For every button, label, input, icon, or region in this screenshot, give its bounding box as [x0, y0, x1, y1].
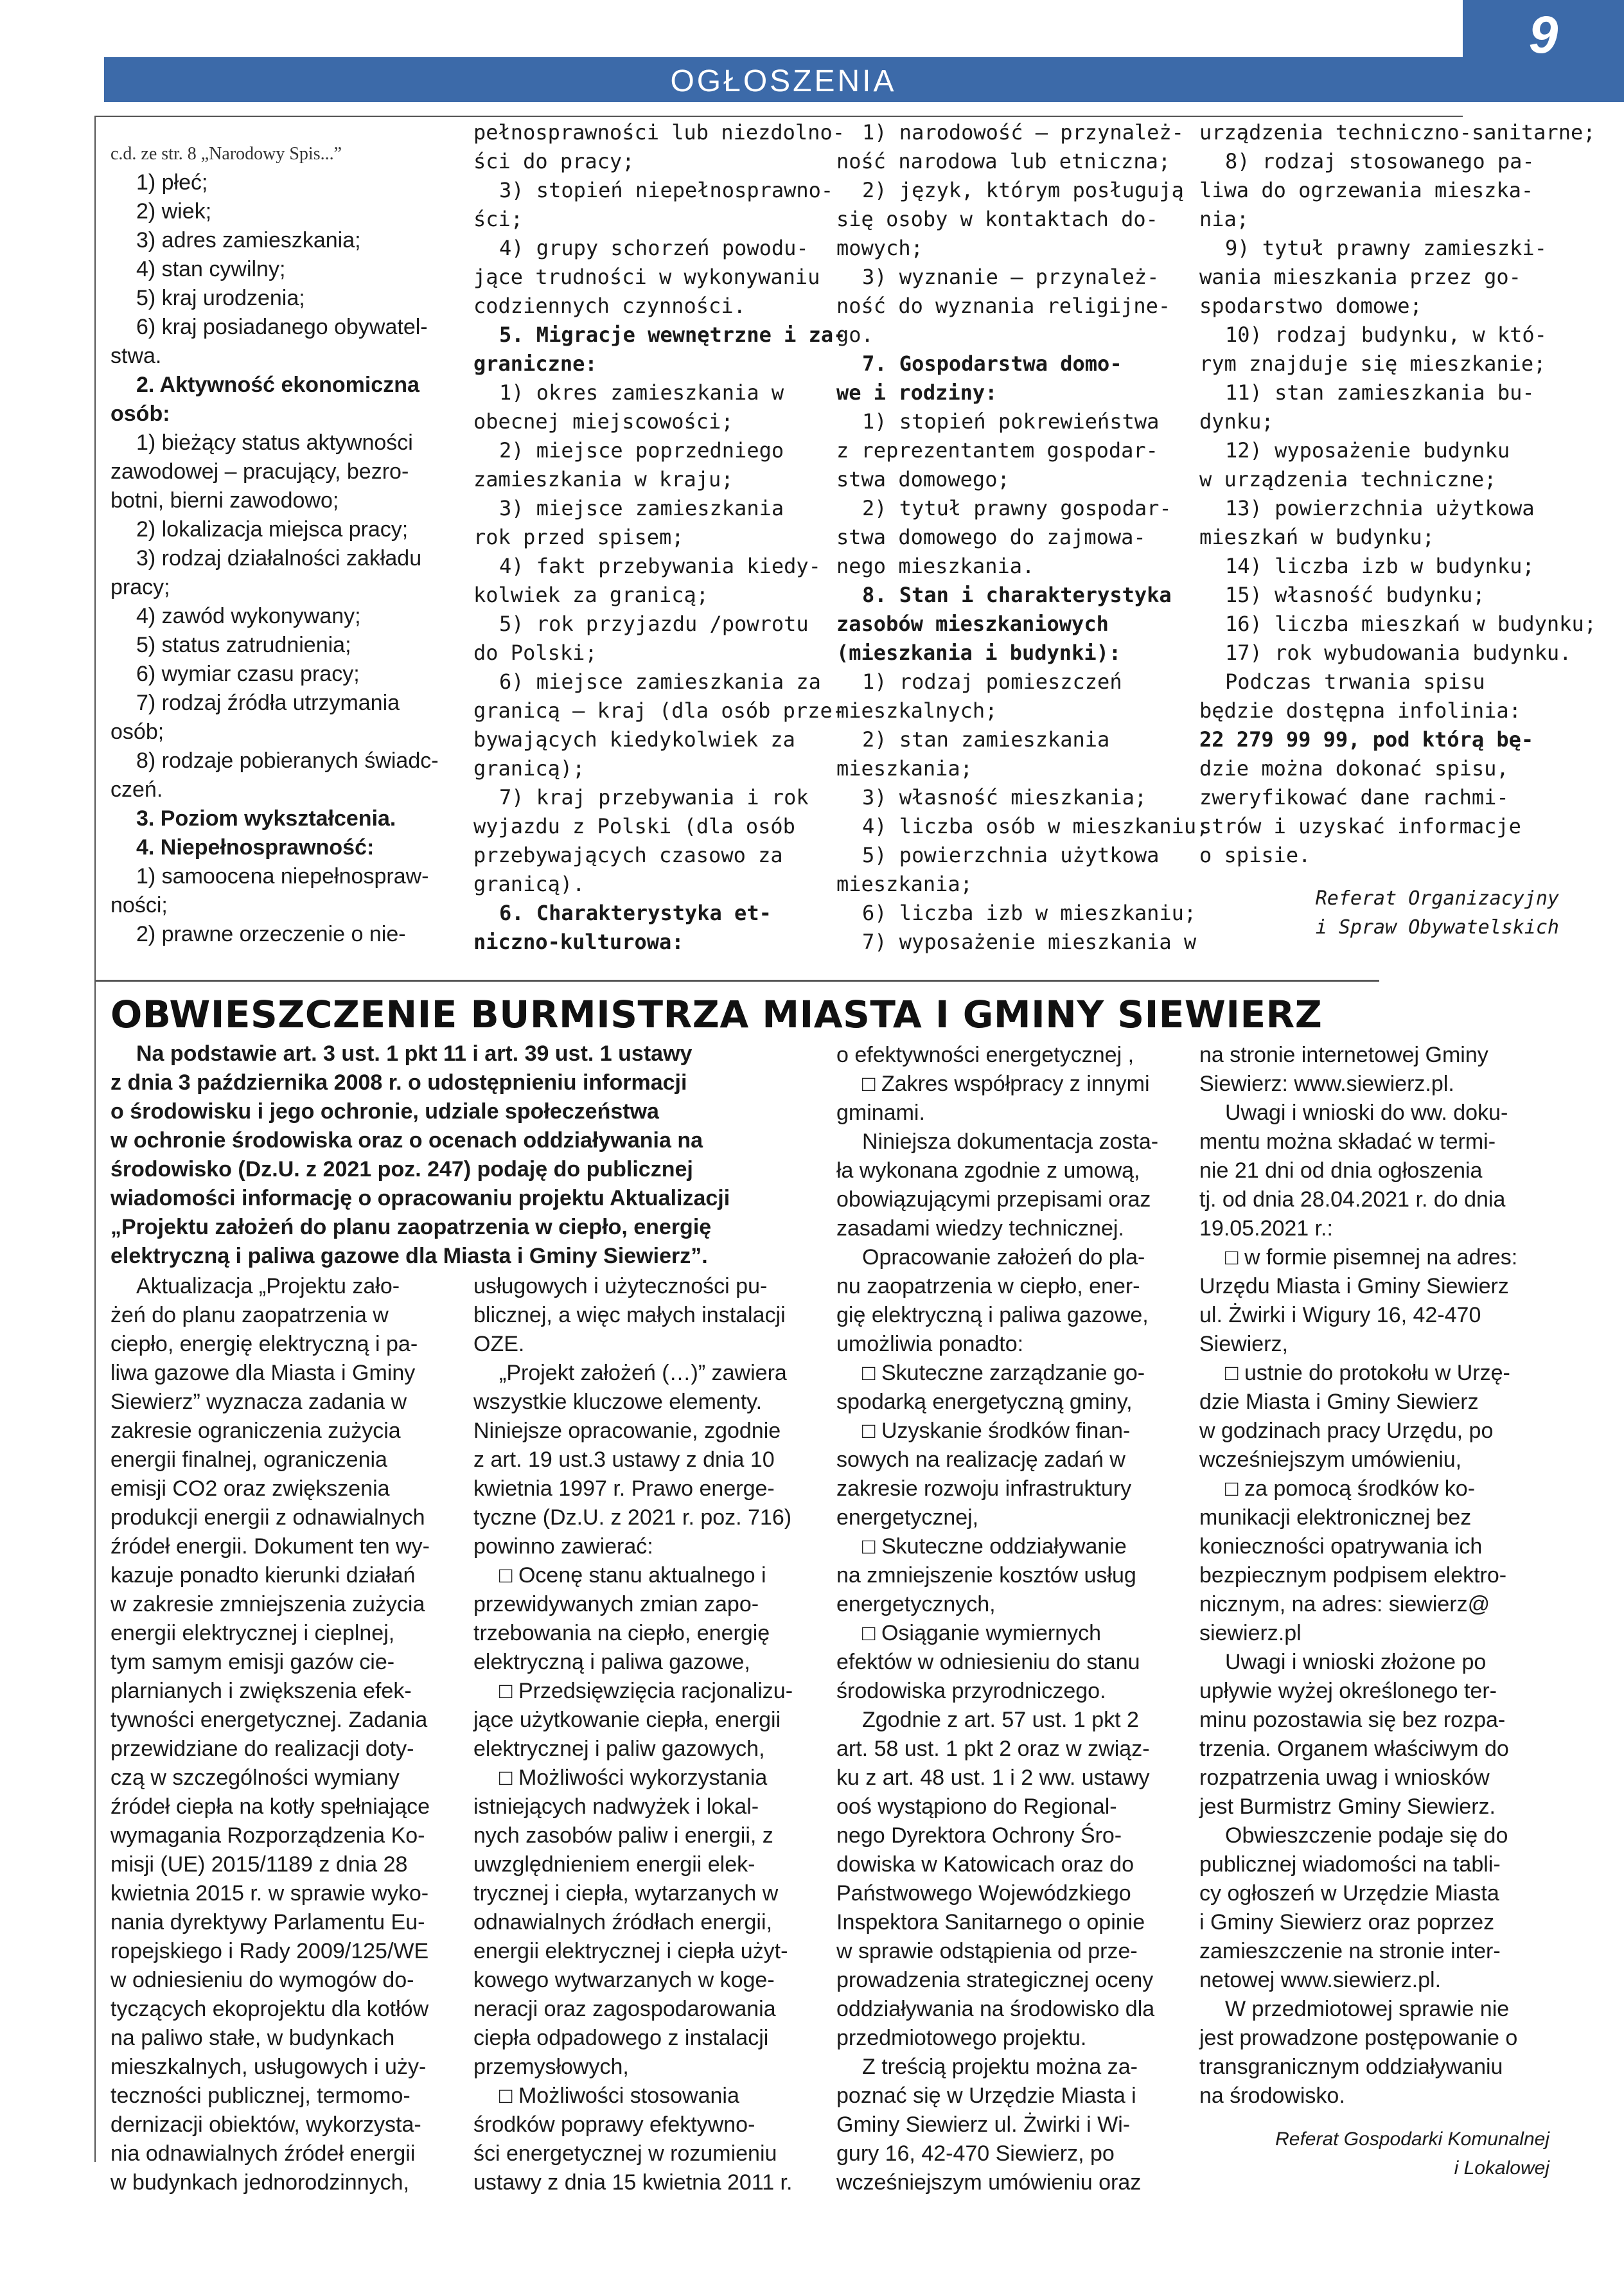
- text-line: 6) wymiar czasu pracy;: [136, 662, 360, 686]
- text-line: art. 58 ust. 1 pkt 2 oraz w związ-: [836, 1737, 1150, 1761]
- text-line: mieszkalnych;: [836, 698, 998, 723]
- text-line: nicznym, na adres: siewierz@: [1199, 1592, 1490, 1616]
- text-line: 11) stan zamieszkania bu-: [1225, 380, 1535, 405]
- text-line: Siewierz: www.siewierz.pl.: [1199, 1072, 1454, 1096]
- text-line: produkcji energii z odnawialnych: [110, 1505, 425, 1530]
- text-line: 1) okres zamieszkania w: [499, 380, 784, 405]
- text-line: Siewierz” wyznacza zadania w: [110, 1390, 407, 1414]
- text-line: mowych;: [836, 236, 923, 260]
- text-line: elektryczną i paliwa gazowe,: [473, 1650, 750, 1674]
- text-line: granicą);: [473, 756, 585, 781]
- text-line: mieszkania;: [836, 872, 973, 896]
- text-line: 6) kraj posiadanego obywatel-: [136, 315, 428, 339]
- text-line: siewierz.pl: [1199, 1621, 1302, 1645]
- text-line: czą w szczególności wymiany: [110, 1766, 400, 1790]
- text-line: codziennych czynności.: [473, 294, 746, 318]
- text-line: źródeł ciepła na kotły spełniające: [110, 1794, 430, 1819]
- text-line: nia odnawialnych źródeł energii: [110, 2141, 416, 2166]
- text-line: 13) powierzchnia użytkowa: [1225, 496, 1535, 520]
- text-line: 7) kraj przebywania i rok: [499, 785, 809, 810]
- lead-line: w ochronie środowiska oraz o ocenach oddziaływania na: [110, 1128, 703, 1153]
- text-line: gię elektryczną i paliwa gazowe,: [836, 1303, 1149, 1327]
- text-line: Aktualizacja „Projektu zało-: [136, 1274, 400, 1298]
- lead-line: środowisko (Dz.U. z 2021 poz. 247) podaję do publicznej: [110, 1157, 693, 1182]
- text-line: 1) samoocena niepełnospraw-: [136, 864, 429, 889]
- lead-line: o środowisku i jego ochronie, udziale społeczeństwa: [110, 1099, 659, 1124]
- text-line: czeń.: [110, 777, 163, 802]
- lead-line: elektryczną i paliwa gazowe dla Miasta i Gminy Siewierz”.: [110, 1244, 708, 1268]
- text-line: ciepło, energię elektryczną i pa-: [110, 1332, 418, 1356]
- text-line: 2. Aktywność ekonomiczna: [136, 373, 419, 397]
- text-line: plarnianych i zwiększenia efek-: [110, 1679, 412, 1703]
- census-column-1: [110, 168, 454, 971]
- text-line: 7. Gospodarstwa domo-: [862, 351, 1122, 376]
- text-line: mieszkalnych, usługowych i uży-: [110, 2055, 427, 2079]
- text-line: Urzędu Miasta i Gminy Siewierz: [1199, 1274, 1509, 1298]
- text-line: stwa domowego do zajmowa-: [836, 525, 1146, 549]
- text-line: obowiązującymi przepisami oraz: [836, 1187, 1151, 1212]
- text-line: przedmiotowego projektu.: [836, 2026, 1087, 2050]
- text-line: 1) płeć;: [136, 170, 208, 195]
- text-line: przemysłowych,: [473, 2055, 629, 2079]
- text-line: 2) lokalizacja miejsca pracy;: [136, 517, 409, 542]
- text-line: oddziaływania na środowisko dla: [836, 1997, 1155, 2021]
- text-line: dowiska w Katowicach oraz do: [836, 1852, 1134, 1877]
- text-line: wania mieszkania przez go-: [1199, 265, 1521, 289]
- text-line: 4) zawód wykonywany;: [136, 604, 361, 628]
- text-line: „Projekt założeń (…)” zawiera: [499, 1361, 787, 1385]
- text-line: W przedmiotowej sprawie nie: [1225, 1997, 1510, 2021]
- text-line: żeń do planu zaopatrzenia w: [110, 1303, 389, 1327]
- text-line: liwa gazowe dla Miasta i Gminy: [110, 1361, 416, 1385]
- text-line: ści;: [473, 207, 524, 231]
- text-line: nego mieszkania.: [836, 554, 1035, 578]
- text-line: zakresie ograniczenia zużycia: [110, 1419, 401, 1443]
- text-line: na paliwo stałe, w budynkach: [110, 2026, 395, 2050]
- text-line: ści energetycznej w rozumieniu: [473, 2141, 777, 2166]
- text-line: z art. 19 ust.3 ustawy z dnia 10: [473, 1447, 775, 1472]
- text-line: kolwiek za granicą;: [473, 583, 709, 607]
- lead-line: z dnia 3 października 2008 r. o udostępnieniu informacji: [110, 1070, 687, 1095]
- text-line: ności;: [110, 893, 168, 917]
- notice-title: OBWIESZCZENIE BURMISTRZA MIASTA I GMINY SIEWIERZ: [110, 993, 1323, 1036]
- text-line: Obwieszczenie podaje się do: [1225, 1823, 1508, 1848]
- text-line: gminami.: [836, 1101, 925, 1125]
- text-line: spodarką energetyczną gminy,: [836, 1390, 1133, 1414]
- text-line: zweryfikować dane rachmi-: [1199, 785, 1509, 810]
- text-line: elektrycznej i paliw gazowych,: [473, 1737, 765, 1761]
- text-line: granicą – kraj (dla osób prze-: [473, 698, 845, 723]
- text-line: nania dyrektywy Parlamentu Eu-: [110, 1910, 425, 1934]
- text-line: □ Przedsięwzięcia racjonalizu-: [499, 1679, 793, 1703]
- text-line: obecnej miejscowości;: [473, 409, 734, 434]
- text-line: gury 16, 42-470 Siewierz, po: [836, 2141, 1115, 2166]
- text-line: 4. Niepełnosprawność:: [136, 835, 375, 860]
- text-line: Inspektora Sanitarnego o opinie: [836, 1910, 1145, 1934]
- text-line: nie 21 dni od dnia ogłoszenia: [1199, 1158, 1483, 1183]
- text-line: 4) liczba osób w mieszkaniu;: [862, 814, 1209, 838]
- text-line: dernizacji obiektów, wykorzysta-: [110, 2112, 421, 2137]
- signature-line: Referat Organizacyjny: [1315, 887, 1559, 910]
- text-line: □ Osiąganie wymiernych: [862, 1621, 1102, 1645]
- text-line: konieczności opatrywania ich: [1199, 1534, 1483, 1559]
- text-line: środowiska przyrodniczego.: [836, 1679, 1106, 1703]
- text-line: we i rodziny:: [836, 380, 998, 405]
- text-line: ciepła odpadowego z instalacji: [473, 2026, 769, 2050]
- text-line: jące użytkowanie ciepła, energii: [473, 1708, 781, 1732]
- text-line: 6) miejsce zamieszkania za: [499, 669, 821, 694]
- text-line: uwzględnieniem energii elek-: [473, 1852, 755, 1877]
- text-line: tyczne (Dz.U. z 2021 r. poz. 716): [473, 1505, 792, 1530]
- text-line: przewidziane do realizacji doty-: [110, 1737, 414, 1761]
- text-line: 4) grupy schorzeń powodu-: [499, 236, 809, 260]
- top-rule: [94, 116, 1463, 117]
- text-line: 7) wyposażenie mieszkania w: [862, 930, 1197, 954]
- text-line: z reprezentantem gospodar-: [836, 438, 1158, 463]
- signature-line: i Lokalowej: [1454, 2157, 1549, 2179]
- page-number: 9: [1528, 6, 1558, 64]
- text-line: stwa.: [110, 344, 162, 368]
- text-line: dzie Miasta i Gminy Siewierz: [1199, 1390, 1479, 1414]
- text-line: 8. Stan i charakterystyka: [862, 583, 1172, 607]
- text-line: się osoby w kontaktach do-: [836, 207, 1158, 231]
- lead-line: „Projektu założeń do planu zaopatrzenia w ciepło, energię: [110, 1215, 712, 1239]
- section-title: OGŁOSZENIA: [670, 64, 897, 98]
- text-line: 1) stopień pokrewieństwa: [862, 409, 1160, 434]
- text-line: energetycznych,: [836, 1592, 996, 1616]
- text-line: osób:: [110, 402, 170, 426]
- text-line: pracy;: [110, 575, 170, 599]
- text-line: □ Możliwości wykorzystania: [499, 1766, 768, 1790]
- text-line: 1) narodowość – przynależ-: [862, 120, 1184, 145]
- signature-line: Referat Gospodarki Komunalnej: [1275, 2129, 1549, 2150]
- census-column-3: [836, 118, 1209, 973]
- text-line: istniejących nadwyżek i lokal-: [473, 1794, 759, 1819]
- text-line: ustawy z dnia 15 kwietnia 2011 r.: [473, 2170, 793, 2195]
- text-line: na środowisko.: [1199, 2084, 1345, 2108]
- text-line: będzie dostępna infolinia:: [1199, 698, 1521, 723]
- text-line: minu pozostawia się bez rozpa-: [1199, 1708, 1506, 1732]
- text-line: dynku;: [1199, 409, 1274, 434]
- text-line: 4) fakt przebywania kiedy-: [499, 554, 821, 578]
- text-line: 6. Charakterystyka et-: [499, 901, 772, 925]
- text-line: 2) wiek;: [136, 199, 212, 224]
- text-line: □ Możliwości stosowania: [499, 2084, 739, 2108]
- text-line: wyjazdu z Polski (dla osób: [473, 814, 795, 838]
- text-line: dzie można dokonać spisu,: [1199, 756, 1509, 781]
- text-line: 7) rodzaj źródła utrzymania: [136, 691, 400, 715]
- text-line: w odniesieniu do wymogów do-: [110, 1968, 414, 1992]
- text-line: Niniejsze opracowanie, zgodnie: [473, 1419, 781, 1443]
- text-line: mieszkań w budynku;: [1199, 525, 1435, 549]
- text-line: emisji CO2 oraz zwiększenia: [110, 1476, 390, 1501]
- text-line: kwietnia 1997 r. Prawo energe-: [473, 1476, 775, 1501]
- continuation-note: c.d. ze str. 8 „Narodowy Spis...”: [110, 144, 342, 164]
- text-line: wymagania Rozporządzenia Ko-: [110, 1823, 425, 1848]
- text-line: nego Dyrektora Ochrony Śro-: [836, 1823, 1122, 1848]
- text-line: 2) miejsce poprzedniego: [499, 438, 784, 463]
- text-line: tym samym emisji gazów cie-: [110, 1650, 395, 1674]
- section-divider: [94, 980, 1379, 982]
- text-line: 2) prawne orzeczenie o nie-: [136, 922, 406, 946]
- census-column-2: [473, 118, 846, 973]
- text-line: prowadzenia strategicznej oceny: [836, 1968, 1154, 1992]
- text-line: niczno-kulturowa:: [473, 930, 684, 954]
- text-line: ul. Żwirki i Wigury 16, 42-470: [1199, 1303, 1481, 1327]
- text-line: 5) status zatrudnienia;: [136, 633, 351, 657]
- text-line: 22 279 99 99, pod którą bę-: [1199, 727, 1534, 752]
- text-line: ła wykonana zgodnie z umową,: [836, 1158, 1140, 1183]
- text-line: jące trudności w wykonywaniu: [473, 265, 820, 289]
- text-line: rok przed spisem;: [473, 525, 684, 549]
- text-line: na zmniejszenie kosztów usług: [836, 1563, 1136, 1588]
- text-line: jest prowadzone postępowanie o: [1199, 2026, 1518, 2050]
- text-line: o efektywności energetycznej ,: [836, 1043, 1134, 1067]
- text-line: osób;: [110, 720, 164, 744]
- text-line: odnawialnych źródłach energii,: [473, 1910, 772, 1934]
- text-line: wcześniejszym umówieniu oraz: [836, 2170, 1142, 2195]
- text-line: sowych na realizację zadań w: [836, 1447, 1125, 1472]
- text-line: źródeł energii. Dokument ten wy-: [110, 1534, 430, 1559]
- text-line: 3) wyznanie – przynależ-: [862, 265, 1160, 289]
- text-line: bezpiecznym podpisem elektro-: [1199, 1563, 1507, 1588]
- text-line: munikacji elektronicznej bez: [1199, 1505, 1472, 1530]
- text-line: wszystkie kluczowe elementy.: [473, 1390, 763, 1414]
- text-line: 16) liczba mieszkań w budynku;: [1225, 612, 1596, 636]
- text-line: 17) rok wybudowania budynku.: [1225, 641, 1572, 665]
- text-line: ność do wyznania religijne-: [836, 294, 1171, 318]
- text-line: ooś wystąpiono do Regional-: [836, 1794, 1117, 1819]
- signature-line: i Spraw Obywatelskich: [1315, 916, 1559, 939]
- text-line: netowej www.siewierz.pl.: [1199, 1968, 1442, 1992]
- text-line: zasadami wiedzy technicznej.: [836, 1216, 1124, 1241]
- text-line: □ Ocenę stanu aktualnego i: [499, 1563, 766, 1588]
- text-line: kazuje ponadto kierunki działań: [110, 1563, 416, 1588]
- text-line: tj. od dnia 28.04.2021 r. do dnia: [1199, 1187, 1506, 1212]
- text-line: zawodowej – pracujący, bezro-: [110, 459, 409, 484]
- text-line: □ Zakres współpracy z innymi: [862, 1072, 1150, 1096]
- text-line: 10) rodzaj budynku, w któ-: [1225, 323, 1547, 347]
- text-line: Uwagi i wnioski do ww. doku-: [1225, 1101, 1508, 1125]
- lead-line: wiadomości informację o opracowaniu projektu Aktualizacji: [110, 1186, 730, 1210]
- text-line: ku z art. 48 ust. 1 i 2 ww. ustawy: [836, 1766, 1150, 1790]
- text-line: do Polski;: [473, 641, 597, 665]
- text-line: 2) stan zamieszkania: [862, 727, 1110, 752]
- text-line: tyczących ekoprojektu dla kotłów: [110, 1997, 429, 2021]
- text-line: Państwowego Wojewódzkiego: [836, 1881, 1131, 1906]
- text-line: środków poprawy efektywno-: [473, 2112, 755, 2137]
- text-line: Zgodnie z art. 57 ust. 1 pkt 2: [862, 1708, 1139, 1732]
- text-line: w zakresie zmniejszenia zużycia: [110, 1592, 425, 1616]
- text-line: 14) liczba izb w budynku;: [1225, 554, 1535, 578]
- lead-line: Na podstawie art. 3 ust. 1 pkt 11 i art. 39 ust. 1 ustawy: [136, 1041, 693, 1066]
- text-line: 2) język, którym posługują: [862, 178, 1184, 202]
- text-line: poznać się w Urzędzie Miasta i: [836, 2084, 1136, 2108]
- text-line: 15) własność budynku;: [1225, 583, 1485, 607]
- left-rule-bottom: [94, 980, 96, 2162]
- text-line: trzenia. Organem właściwym do: [1199, 1737, 1509, 1761]
- text-line: nia;: [1199, 207, 1249, 231]
- text-line: 8) rodzaj stosowanego pa-: [1225, 149, 1535, 173]
- text-line: zakresie rozwoju infrastruktury: [836, 1476, 1132, 1501]
- text-line: kwietnia 2015 r. w sprawie wyko-: [110, 1881, 429, 1906]
- text-line: Uwagi i wnioski złożone po: [1225, 1650, 1487, 1674]
- text-line: trycznej i ciepła, wytarzanych w: [473, 1881, 779, 1906]
- text-line: bywających kiedykolwiek za: [473, 727, 795, 752]
- text-line: strów i uzyskać informacje: [1199, 814, 1521, 838]
- text-line: OZE.: [473, 1332, 525, 1356]
- text-line: 5) powierzchnia użytkowa: [862, 843, 1160, 867]
- text-line: □ Uzyskanie środków finan-: [862, 1419, 1131, 1443]
- text-line: 4) stan cywilny;: [136, 257, 286, 281]
- text-line: tywności energetycznej. Zadania: [110, 1708, 428, 1732]
- text-line: 5) kraj urodzenia;: [136, 286, 305, 310]
- text-line: ropejskiego i Rady 2009/125/WE: [110, 1939, 429, 1963]
- text-line: □ Skuteczne zarządzanie go-: [862, 1361, 1145, 1385]
- text-line: w godzinach pracy Urzędu, po: [1199, 1419, 1494, 1443]
- census-column-4: [1199, 118, 1596, 973]
- text-line: Podczas trwania spisu: [1225, 669, 1485, 694]
- text-line: 3) adres zamieszkania;: [136, 228, 361, 252]
- text-line: 6) liczba izb w mieszkaniu;: [862, 901, 1197, 925]
- text-line: [1199, 870, 1559, 884]
- text-line: powinno zawierać:: [473, 1534, 653, 1559]
- text-line: trzebowania na ciepło, energię: [473, 1621, 770, 1645]
- text-line: 2) tytuł prawny gospodar-: [862, 496, 1172, 520]
- text-line: □ ustnie do protokołu w Urzę-: [1225, 1361, 1510, 1385]
- text-line: go.: [836, 323, 874, 347]
- text-line: cy ogłoszeń w Urzędzie Miasta: [1199, 1881, 1499, 1906]
- notice-column-4: [1199, 1041, 1549, 2179]
- text-line: mentu można składać w termi-: [1199, 1129, 1496, 1154]
- text-line: 3) własność mieszkania;: [862, 785, 1147, 810]
- text-line: rozpatrzenia uwag i wniosków: [1199, 1766, 1490, 1790]
- text-line: upływie wyżej określonego ter-: [1199, 1679, 1497, 1703]
- text-line: efektów w odniesieniu do stanu: [836, 1650, 1140, 1674]
- text-line: Niniejsza dokumentacja zosta-: [862, 1129, 1159, 1154]
- text-line: zasobów mieszkaniowych: [836, 612, 1109, 636]
- text-line: liwa do ogrzewania mieszka-: [1199, 178, 1534, 202]
- text-line: nych zasobów paliw i energii, z: [473, 1823, 773, 1848]
- text-line: 3) stopień niepełnosprawno-: [499, 178, 834, 202]
- text-line: graniczne:: [473, 351, 597, 376]
- text-line: stwa domowego;: [836, 467, 1010, 491]
- text-line: 3. Poziom wykształcenia.: [136, 806, 396, 831]
- text-line: 19.05.2021 r.:: [1199, 1216, 1333, 1241]
- text-line: ści do pracy;: [473, 149, 635, 173]
- text-line: 1) rodzaj pomieszczeń: [862, 669, 1122, 694]
- notice-column-1: [110, 1272, 461, 2195]
- text-line: w budynkach jednorodzinnych,: [110, 2170, 409, 2195]
- text-line: □ w formie pisemnej na adres:: [1225, 1245, 1518, 1270]
- text-line: publicznej wiadomości na tabli-: [1199, 1852, 1501, 1877]
- text-line: zamieszczenie na stronie inter-: [1199, 1939, 1501, 1963]
- text-line: spodarstwo domowe;: [1199, 294, 1422, 318]
- text-line: i Gminy Siewierz oraz poprzez: [1199, 1910, 1495, 1934]
- text-line: energii finalnej, ograniczenia: [110, 1447, 387, 1472]
- text-line: 1) bieżący status aktywności: [136, 430, 413, 455]
- text-line: rym znajduje się mieszkanie;: [1199, 351, 1546, 376]
- text-line: Opracowanie założeń do pla-: [862, 1245, 1145, 1270]
- text-line: jest Burmistrz Gminy Siewierz.: [1199, 1794, 1496, 1819]
- notice-column-2: [473, 1272, 824, 2195]
- text-line: 5) rok przyjazdu /powrotu: [499, 612, 809, 636]
- text-line: 9) tytuł prawny zamieszki-: [1225, 236, 1547, 260]
- text-line: o spisie.: [1199, 843, 1311, 867]
- text-line: [1199, 2111, 1549, 2125]
- text-line: przebywających czasowo za: [473, 843, 783, 867]
- text-line: blicznej, a więc małych instalacji: [473, 1303, 786, 1327]
- text-line: neracji oraz zagospodarowania: [473, 1997, 776, 2021]
- text-line: na stronie internetowej Gminy: [1199, 1043, 1488, 1067]
- text-line: 12) wyposażenie budynku: [1225, 438, 1510, 463]
- text-line: urządzenia techniczno-sanitarne;: [1199, 120, 1596, 145]
- text-line: □ za pomocą środków ko-: [1225, 1476, 1476, 1501]
- text-line: wcześniejszym umówieniu,: [1199, 1447, 1462, 1472]
- text-line: ność narodowa lub etniczna;: [836, 149, 1171, 173]
- text-line: □ Skuteczne oddziaływanie: [862, 1534, 1127, 1559]
- text-line: granicą).: [473, 872, 585, 896]
- text-line: energii elektrycznej i ciepła użyt-: [473, 1939, 788, 1963]
- text-line: 5. Migracje wewnętrzne i za-: [499, 323, 846, 347]
- text-line: przewidywanych zmian zapo-: [473, 1592, 759, 1616]
- text-line: (mieszkania i budynki):: [836, 641, 1122, 665]
- text-line: umożliwia ponadto:: [836, 1332, 1024, 1356]
- text-line: mieszkania;: [836, 756, 973, 781]
- text-line: botni, bierni zawodowo;: [110, 488, 339, 513]
- text-line: usługowych i użyteczności pu-: [473, 1274, 768, 1298]
- text-line: 3) rodzaj działalności zakładu: [136, 546, 422, 571]
- text-line: pełnosprawności lub niezdolno-: [473, 120, 845, 145]
- text-line: 3) miejsce zamieszkania: [499, 496, 784, 520]
- text-line: Z treścią projektu można za-: [862, 2055, 1138, 2079]
- text-line: kowego wytwarzanych w koge-: [473, 1968, 775, 1992]
- text-line: energetycznej,: [836, 1505, 979, 1530]
- text-line: zamieszkania w kraju;: [473, 467, 734, 491]
- text-line: w urządzenia techniczne;: [1199, 467, 1497, 491]
- text-line: transgranicznym oddziaływaniu: [1199, 2055, 1503, 2079]
- text-line: Siewierz,: [1199, 1332, 1288, 1356]
- text-line: nu zaopatrzenia w ciepło, ener-: [836, 1274, 1140, 1298]
- text-line: w sprawie odstąpienia od prze-: [836, 1939, 1138, 1963]
- left-rule-top: [94, 116, 96, 980]
- notice-lead-paragraph: [110, 1040, 817, 1271]
- notice-column-3: [836, 1041, 1187, 2195]
- text-line: Gminy Siewierz ul. Żwirki i Wi-: [836, 2112, 1131, 2137]
- text-line: misji (UE) 2015/1189 z dnia 28: [110, 1852, 408, 1877]
- text-line: 8) rodzaje pobieranych świadc-: [136, 748, 439, 773]
- text-line: energii elektrycznej i cieplnej,: [110, 1621, 395, 1645]
- text-line: teczności publicznej, termomo-: [110, 2084, 410, 2108]
